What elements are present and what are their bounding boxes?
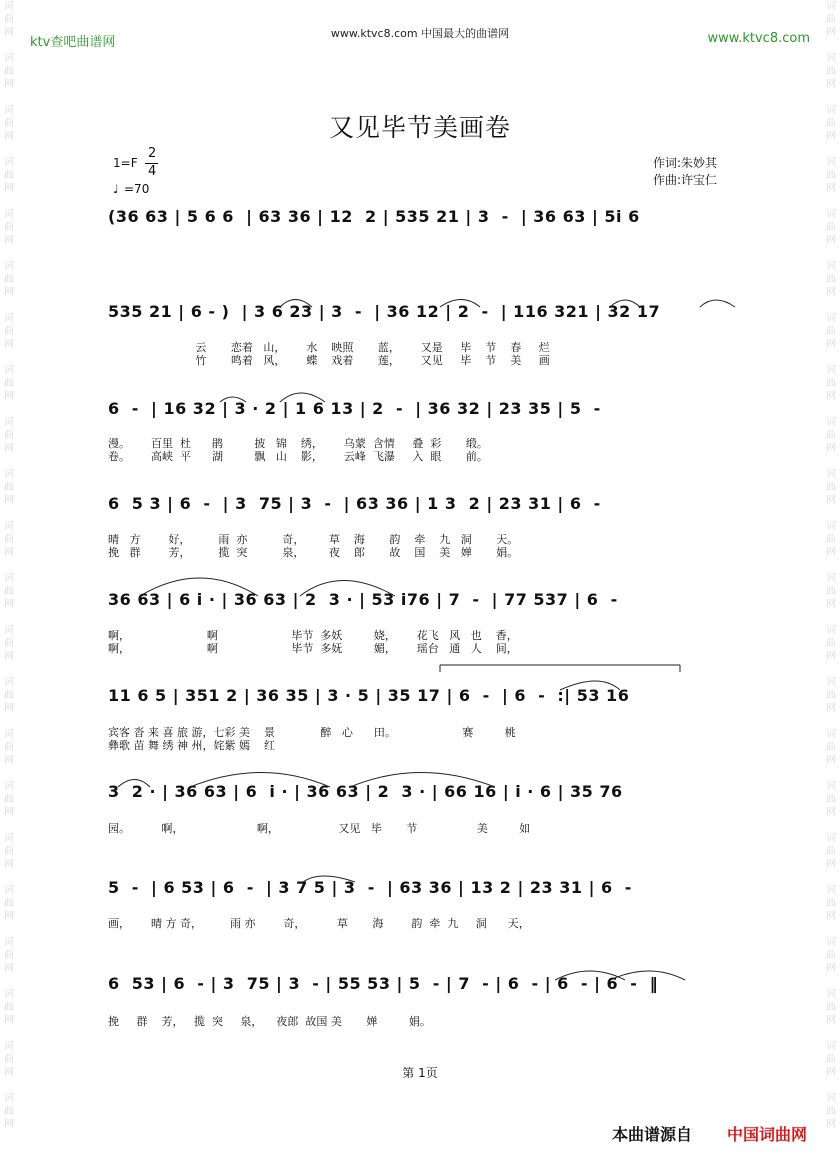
composer-credit: 作曲:许宝仁 — [653, 173, 718, 187]
side-watermark-left: 词 曲 网 词 曲 网 词 曲 网 词 曲 网 词 曲 网 词 曲 网 词 曲 网 词 曲 网 词 曲 网 词 曲 网 词 曲 网 词 曲 网 词 曲 网 词 曲 网 词 曲 网 词 曲 网 词 曲 网 词 曲 网 词 曲 网 词 曲 网 词 曲 网 词 曲 网 — [4, 1, 14, 1130]
song-title: 又见毕节美画卷 — [328, 113, 511, 142]
lyric-line-9: 挽 群 芳， 揽 突 泉， 夜郎 故国 美 婵 娟。 — [108, 1015, 431, 1028]
source-label: 本曲谱源自 — [611, 1125, 692, 1144]
tempo-note-icon: ♩ — [113, 182, 119, 196]
lyric-line-2-verse-2: 竹 鸣着 风， 蝶 戏着 莲， 又见 毕 节 美 画 — [108, 354, 550, 367]
notation-line-9: 6 53 | 6 - | 3 75 | 3 - | 55 53 | 5 - | 7 - | 6 - | 6 - | 6 - ‖ — [108, 974, 659, 993]
side-watermark-right: 词 曲 网 词 曲 网 词 曲 网 词 曲 网 词 曲 网 词 曲 网 词 曲 网 词 曲 网 词 曲 网 词 曲 网 词 曲 网 词 曲 网 词 曲 网 词 曲 网 词 曲 网 词 曲 网 词 曲 网 词 曲 网 词 曲 网 词 曲 网 词 曲 网 词 曲 网 — [826, 1, 836, 1130]
notation-line-3: 6 - | 16 32 | 3 · 2 | 1 6 13 | 2 - | 36 32 | 23 35 | 5 - — [108, 399, 601, 418]
header-site-left[interactable]: ktv查吧曲谱网 — [30, 35, 116, 50]
notation-line-7: 3 2 · | 36 63 | 6 i · | 36 63 | 2 3 · | 66 16 | i · 6 | 35 76 — [108, 782, 623, 801]
notation-line-4: 6 5 3 | 6 - | 3 75 | 3 - | 63 36 | 1 3 2 | 23 31 | 6 - — [108, 494, 601, 513]
page-number: 第 1页 — [402, 1066, 438, 1080]
key-signature: 1=F — [113, 156, 138, 170]
lyric-line-7: 园。 啊， 啊， 又见 毕 节 美 如 — [108, 822, 531, 835]
notation-line-8: 5 - | 6 53 | 6 - | 3 7 5 | 3 - | 63 36 | 13 2 | 23 31 | 6 - — [108, 878, 632, 897]
lyric-line-4-verse-2: 挽 群 芳， 揽 突 泉， 夜 郎 故 国 美 婵 娟。 — [108, 546, 519, 559]
header-site-right[interactable]: www.ktvc8.com — [707, 31, 810, 46]
source-site-link[interactable]: 中国词曲网 — [726, 1125, 807, 1144]
lyric-line-2-verse-1: 云 恋着 山， 水 映照 蓝， 又是 毕 节 春 烂 — [108, 341, 550, 354]
notation-line-1: (36 63 | 5 6 6 | 63 36 | 12 2 | 535 21 | 3 - | 36 63 | 5i 6 — [108, 207, 640, 226]
lyric-line-8: 画， 晴 方 奇， 雨 亦 奇， 草 海 韵 牵 九 洞 天， — [108, 917, 530, 930]
notation-line-2: 535 21 | 6 - ) | 3 6 23 | 3 - | 36 12 | 2 - | 116 321 | 32 17 — [108, 302, 661, 321]
lyric-line-4-verse-1: 晴 方 好， 雨 亦 奇， 草 海 韵 牵 九 洞 天。 — [108, 533, 519, 546]
tempo-marking: =70 — [124, 182, 150, 196]
notation-line-5: 36 63 | 6 i · | 36 63 | 2 3 · | 53 i76 | 7 - | 77 537 | 6 - — [108, 590, 618, 609]
time-signature-bottom: 4 — [148, 164, 157, 179]
lyric-line-6-verse-2: 彝歌 苗 舞 绣 神 州，姹紫 嫣 红 — [108, 739, 275, 752]
lyric-line-5-verse-1: 啊， 啊 毕节 多妖 娆， 花飞 风 也 香， — [108, 629, 518, 642]
lyricist-credit: 作词:朱妙其 — [653, 156, 718, 170]
lyric-line-5-verse-2: 啊， 啊 毕节 多妩 媚， 瑶台 通 人 间， — [108, 642, 518, 655]
time-signature-top: 2 — [148, 146, 157, 161]
lyric-line-6-verse-1: 宾客 沓 来 喜 旅 游，七彩 美 景 醉 心 田。 赛 桃 — [108, 726, 516, 739]
lyric-line-3-verse-2: 卷。 高峡 平 湖 飘 山 影， 云峰 飞瀑 入 眼 前。 — [108, 450, 488, 463]
lyric-line-3-verse-1: 漫。 百里 杜 鹃 披 锦 绣， 乌蒙 含情 叠 彩 缎。 — [108, 437, 488, 450]
header-site-center[interactable]: www.ktvc8.com 中国最大的曲谱网 — [330, 27, 510, 40]
notation-line-6: 11 6 5 | 351 2 | 36 35 | 3 · 5 | 35 17 | 6 - | 6 - :| 53 16 — [108, 686, 630, 705]
